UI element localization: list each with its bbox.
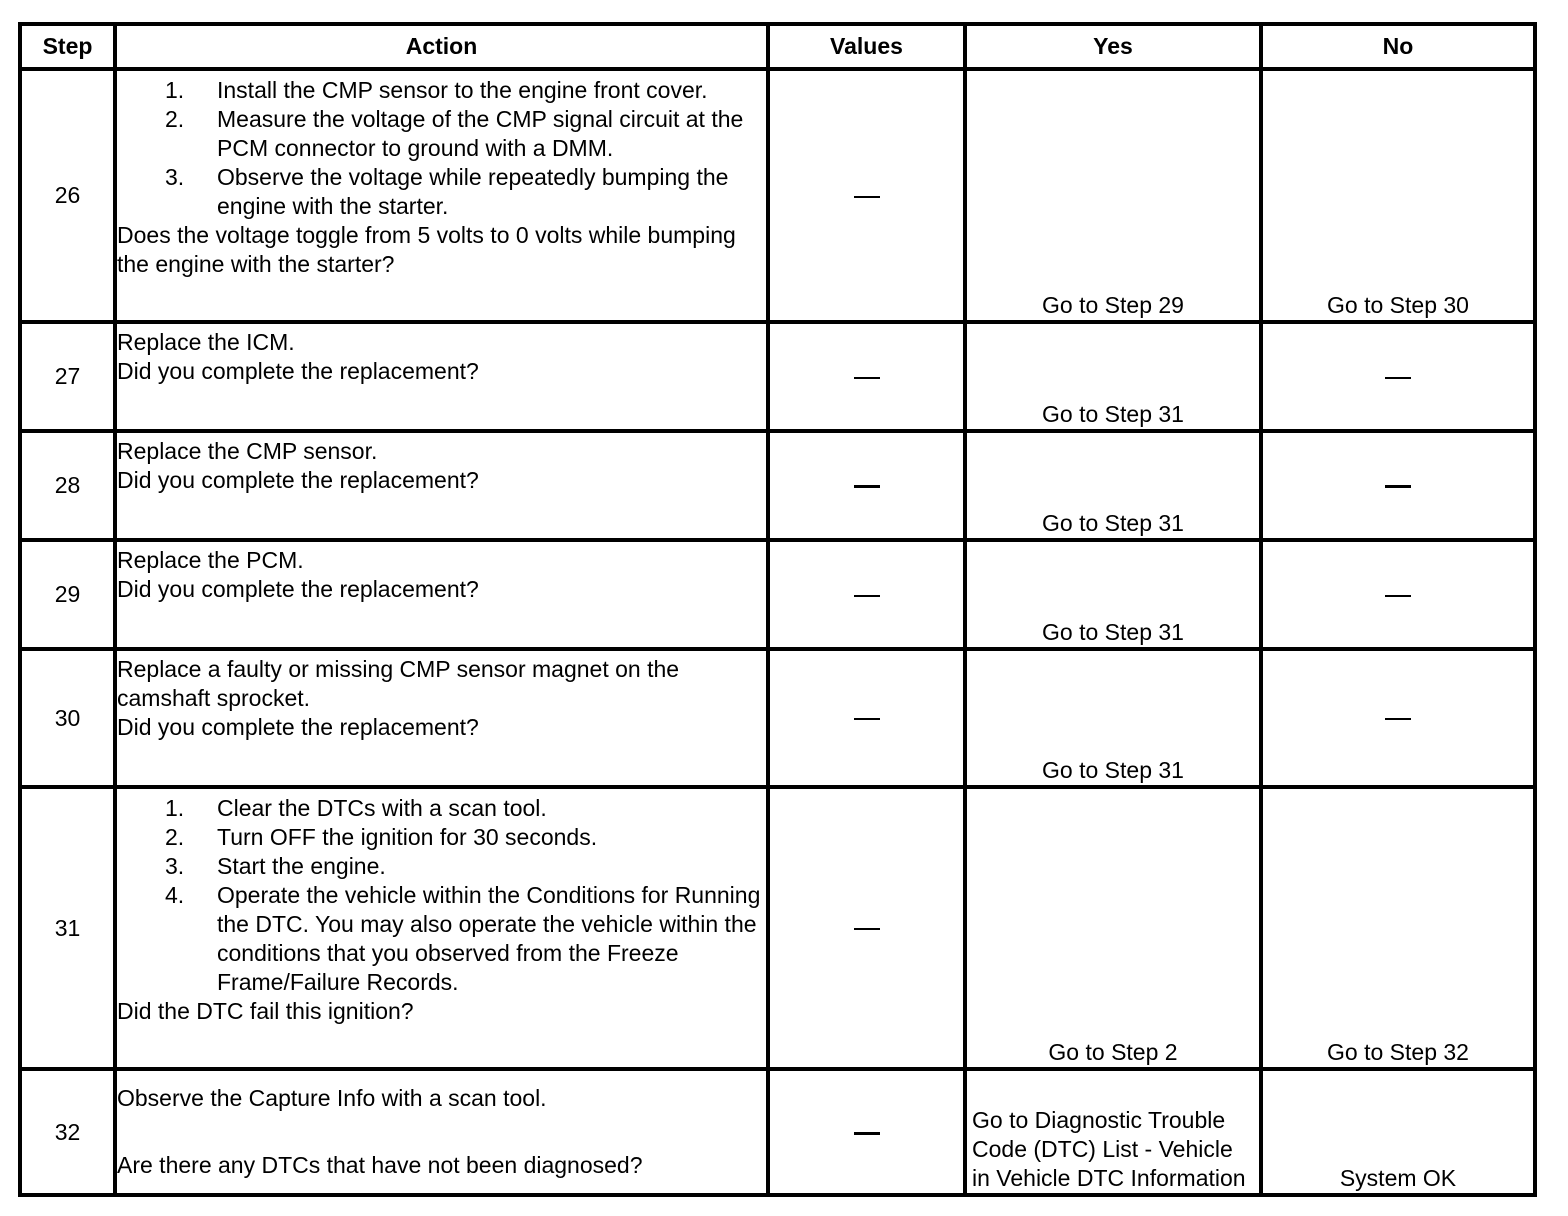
table-row-step-28 bbox=[20, 431, 1535, 540]
header-values: Values bbox=[768, 24, 965, 69]
action-question: Did you complete the replacement? bbox=[117, 358, 479, 384]
table-row-step-30 bbox=[20, 649, 1535, 787]
values-cell bbox=[768, 787, 965, 1069]
step-number: 27 bbox=[20, 322, 115, 431]
action-question: Did you complete the replacement? bbox=[117, 714, 479, 740]
action-cell bbox=[115, 1069, 768, 1195]
dash-icon bbox=[854, 1132, 880, 1135]
yes-cell: Go to Diagnostic Trouble Code (DTC) List - Vehicle in Vehicle DTC Information bbox=[965, 1069, 1261, 1195]
action-step: 1. Clear the DTCs with a scan tool. bbox=[165, 795, 547, 821]
yes-cell: Go to Step 2 bbox=[965, 787, 1261, 1069]
yes-cell: Go to Step 31 bbox=[965, 431, 1261, 540]
values-cell bbox=[768, 540, 965, 649]
step-number: 32 bbox=[20, 1069, 115, 1195]
yes-cell: Go to Step 29 bbox=[965, 69, 1261, 322]
no-cell bbox=[1261, 649, 1535, 787]
action-text: Replace a faulty or missing CMP sensor magnet on the camshaft sprocket. bbox=[117, 656, 680, 711]
table-row-step-27 bbox=[20, 322, 1535, 431]
action-step-list bbox=[117, 789, 766, 997]
header-yes: Yes bbox=[965, 24, 1261, 69]
no-cell: System OK bbox=[1261, 1069, 1535, 1195]
table-row-step-31 bbox=[20, 787, 1535, 1069]
no-cell bbox=[1261, 322, 1535, 431]
action-question: Did you complete the replacement? bbox=[117, 467, 479, 493]
dash-icon bbox=[1385, 377, 1411, 379]
table-row-step-29 bbox=[20, 540, 1535, 649]
action-question: Does the voltage toggle from 5 volts to 0 volts while bumping the engine with the starter? bbox=[117, 222, 736, 277]
action-step: 1. Install the CMP sensor to the engine front cover. bbox=[165, 77, 708, 103]
dash-icon bbox=[854, 718, 880, 720]
action-step-list bbox=[117, 71, 766, 221]
action-step: 2. Measure the voltage of the CMP signal circuit at the PCM connector to ground with a DMM. bbox=[165, 106, 744, 161]
action-step: 4. Operate the vehicle within the Conditions for Running the DTC. You may also operate the vehicle within the conditions that you observed from the Freeze Frame/Failure Records. bbox=[165, 882, 761, 995]
dash-icon bbox=[1385, 718, 1411, 720]
action-step: 3. Observe the voltage while repeatedly bumping the engine with the starter. bbox=[165, 164, 729, 219]
action-question: Are there any DTCs that have not been diagnosed? bbox=[117, 1152, 643, 1178]
action-cell bbox=[115, 69, 768, 322]
yes-cell: Go to Step 31 bbox=[965, 649, 1261, 787]
no-cell bbox=[1261, 540, 1535, 649]
dash-icon bbox=[854, 485, 880, 488]
dash-icon bbox=[1385, 595, 1411, 597]
values-cell bbox=[768, 431, 965, 540]
header-action: Action bbox=[115, 24, 768, 69]
dash-icon bbox=[854, 377, 880, 379]
no-cell: Go to Step 30 bbox=[1261, 69, 1535, 322]
action-text: Replace the ICM. bbox=[117, 329, 295, 355]
step-number: 26 bbox=[20, 69, 115, 322]
dash-icon bbox=[854, 196, 880, 198]
header-row bbox=[20, 24, 1535, 69]
action-question: Did the DTC fail this ignition? bbox=[117, 998, 414, 1024]
no-cell bbox=[1261, 431, 1535, 540]
action-step: 3. Start the engine. bbox=[165, 853, 386, 879]
action-text: Replace the PCM. bbox=[117, 547, 304, 573]
table-row-step-26 bbox=[20, 69, 1535, 322]
header-no: No bbox=[1261, 24, 1535, 69]
values-cell bbox=[768, 69, 965, 322]
action-text: Replace the CMP sensor. bbox=[117, 438, 378, 464]
action-cell bbox=[115, 540, 768, 649]
action-cell bbox=[115, 322, 768, 431]
dash-icon bbox=[854, 928, 880, 930]
values-cell bbox=[768, 1069, 965, 1195]
yes-cell: Go to Step 31 bbox=[965, 322, 1261, 431]
action-question: Did you complete the replacement? bbox=[117, 576, 479, 602]
no-cell: Go to Step 32 bbox=[1261, 787, 1535, 1069]
header-step: Step bbox=[20, 24, 115, 69]
values-cell bbox=[768, 322, 965, 431]
action-cell bbox=[115, 787, 768, 1069]
action-step: 2. Turn OFF the ignition for 30 seconds. bbox=[165, 824, 598, 850]
values-cell bbox=[768, 649, 965, 787]
step-number: 31 bbox=[20, 787, 115, 1069]
action-text: Observe the Capture Info with a scan tool. bbox=[117, 1085, 547, 1111]
step-number: 28 bbox=[20, 431, 115, 540]
dash-icon bbox=[854, 595, 880, 597]
yes-cell: Go to Step 31 bbox=[965, 540, 1261, 649]
step-number: 30 bbox=[20, 649, 115, 787]
step-number: 29 bbox=[20, 540, 115, 649]
action-cell bbox=[115, 431, 768, 540]
action-cell bbox=[115, 649, 768, 787]
table-row-step-32 bbox=[20, 1069, 1535, 1195]
diagnostic-table bbox=[18, 22, 1537, 1197]
dash-icon bbox=[1385, 485, 1411, 488]
